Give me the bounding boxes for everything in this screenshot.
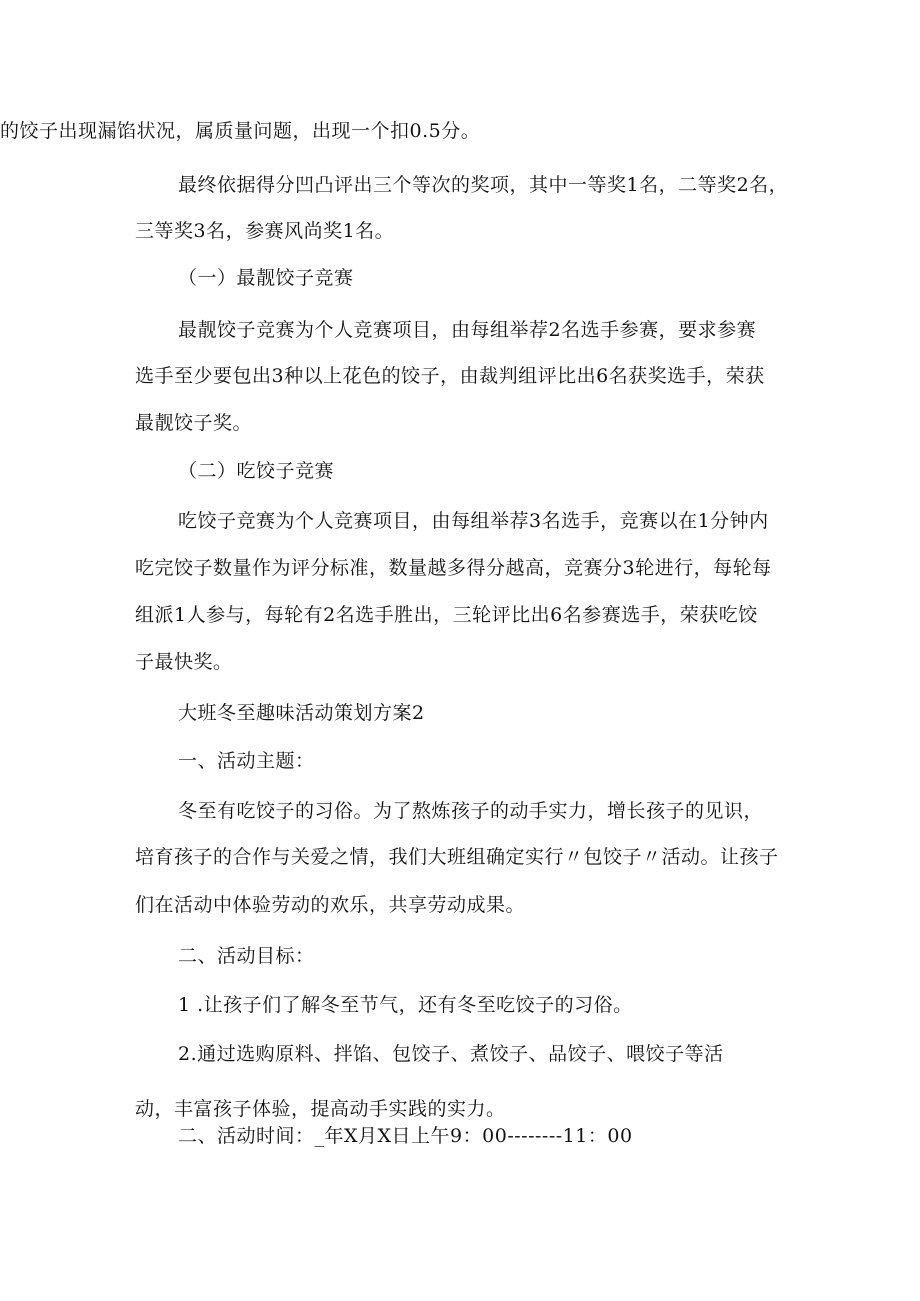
- text-line: 子最快奖。: [135, 651, 233, 673]
- text-line: 吃饺子竞赛为个人竞赛项目，由每组举荐3名选手，竞赛以在1分钟内: [178, 510, 769, 532]
- text-line: 二、活动时间：_年X月X日上午9：00--------11：00: [178, 1125, 633, 1147]
- text-line: 们在活动中体验劳动的欢乐，共享劳动成果。: [135, 894, 526, 916]
- text-line: 最靓饺子竞赛为个人竞赛项目，由每组举荐2名选手参赛，要求参赛: [178, 319, 757, 341]
- document-title: 大班冬至趣味活动策划方案2: [178, 702, 425, 724]
- section-heading: 一、活动主题：: [178, 750, 315, 772]
- section-heading: 二、活动目标：: [178, 945, 315, 967]
- text-line: 最靓饺子奖。: [135, 412, 253, 434]
- text-line: 组派1人参与，每轮有2名选手胜出，三轮评比出6名参赛选手，荣获吃饺: [135, 604, 758, 626]
- text-line: 选手至少要包出3种以上花色的饺子，由裁判组评比出6名获奖选手，荣获: [135, 365, 765, 387]
- section-heading: （一）最靓饺子竞赛: [178, 267, 354, 289]
- text-line: 冬至有吃饺子的习俗。为了熬炼孩子的动手实力，增长孩子的见识，: [178, 800, 764, 822]
- text-line: 三等奖3名，参赛风尚奖1名。: [135, 220, 395, 242]
- text-line: 2.通过选购原料、拌馅、包饺子、煮饺子、品饺子、喂饺子等活: [178, 1043, 724, 1065]
- section-heading: （二）吃饺子竞赛: [178, 460, 335, 482]
- text-line: 1 .让孩子们了解冬至节气，还有冬至吃饺子的习俗。: [178, 994, 633, 1016]
- text-line: 动，丰富孩子体验，提高动手实践的实力。: [135, 1098, 506, 1120]
- text-line: 吃完饺子数量作为评分标准，数量越多得分越高，竞赛分3轮进行，每轮每: [135, 557, 772, 579]
- text-line: 最终依据得分凹凸评出三个等次的奖项，其中一等奖1名，二等奖2名，: [178, 174, 789, 196]
- text-line: 培育孩子的合作与关爱之情，我们大班组确定实行〃包饺子〃活动。让孩子: [135, 846, 779, 868]
- text-line: 的饺子出现漏馅状况，属质量问题，出现一个扣0.5分。: [0, 120, 481, 142]
